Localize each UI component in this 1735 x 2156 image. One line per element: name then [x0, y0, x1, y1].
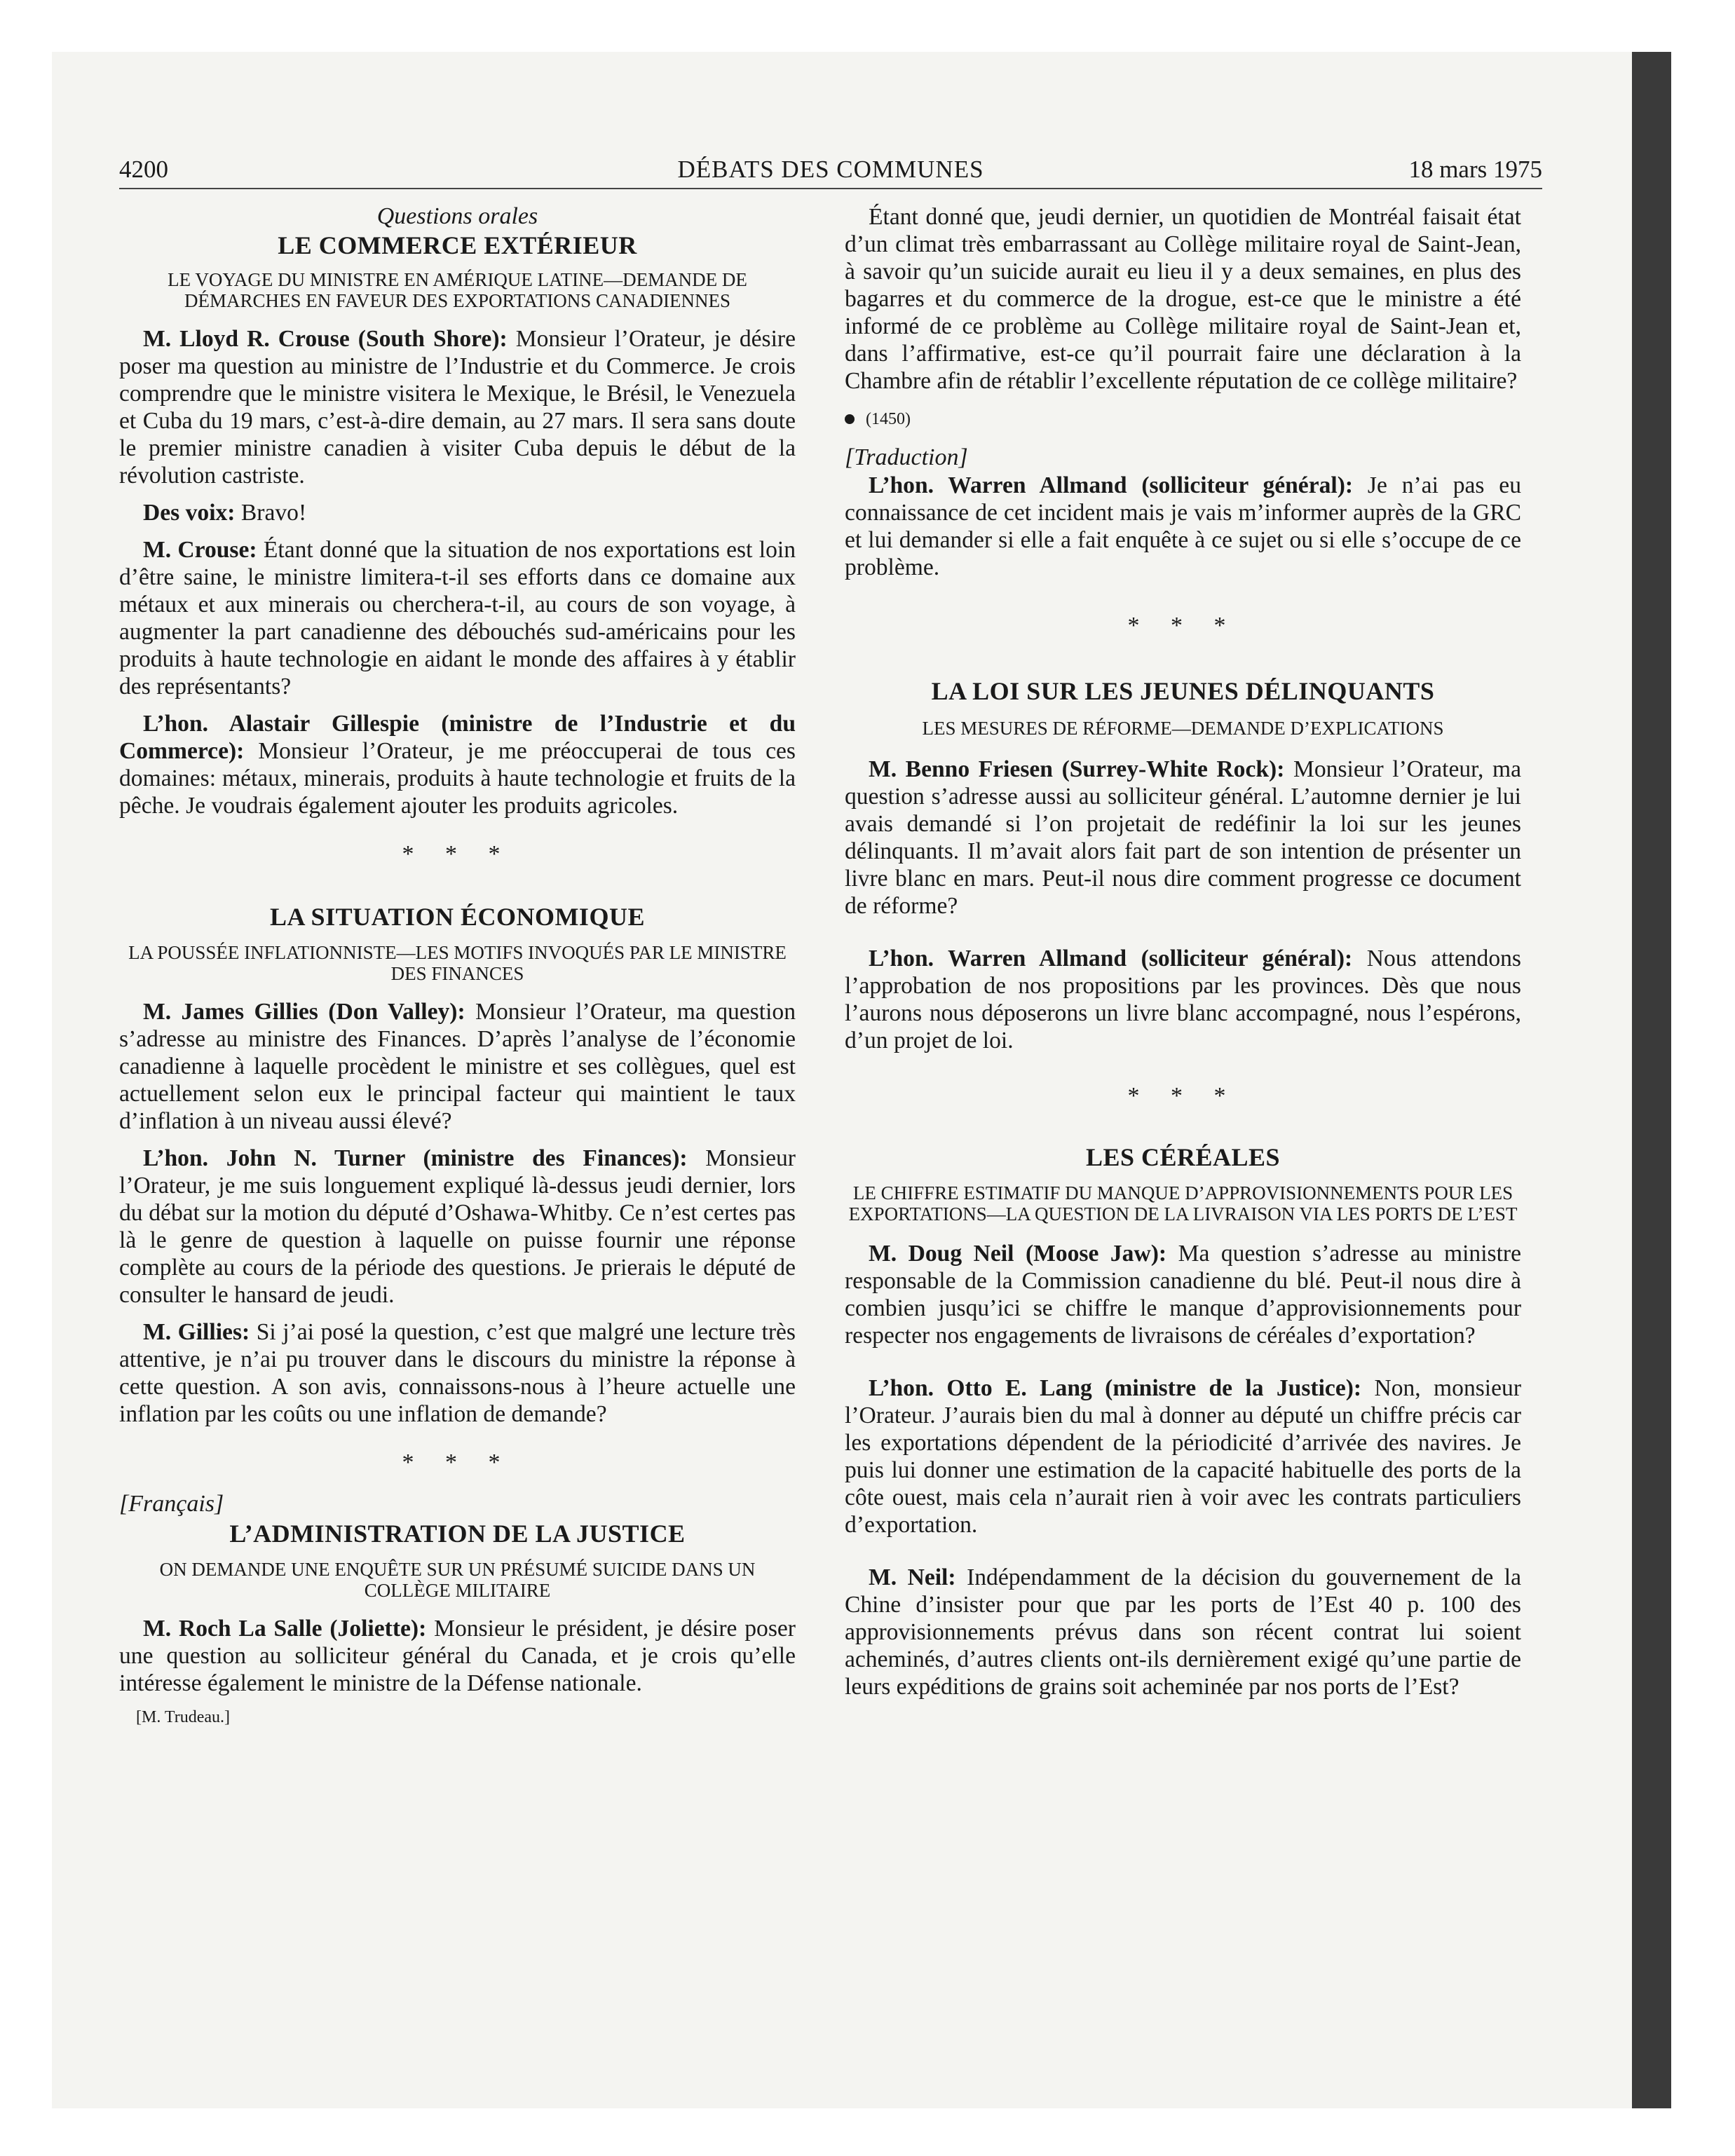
section-title: LES CÉRÉALES: [1085, 1143, 1281, 1171]
section-separator: * * *: [402, 841, 513, 867]
speaker: L’hon. Warren Allmand (solliciteur général):: [869, 946, 1353, 971]
speech-text: Monsieur l’Orateur, je désire poser ma question au ministre de l’Industrie et du Commerce. Je crois comprendre que le ministre visitera le Mexique, le Brésil, le Venezuela et Cuba du 19 mars, c’est-à-dire demain, au 27 mars. Il sera sans doute le premier ministre canadien à visiter Cuba depuis le début de la révolution castriste.: [119, 326, 796, 489]
speaker: M. Crouse:: [143, 537, 257, 563]
speaker: M. Lloyd R. Crouse (South Shore):: [143, 326, 508, 352]
speech-text: Étant donné que, jeudi dernier, un quotidien de Montréal faisait état d’un climat très embarrassant au Collège militaire royal de Saint-Jean, à savoir qu’un suicide aurait eu lieu il y a deux semaines, en plus des bagarres et du commerce de la drogue, est-ce que le ministre a été informé de ce problème au Collège militaire royal de Saint-Jean et, dans l’affirmative, est-ce qu’il pourrait faire une déclaration à la Chambre afin de rétablir l’excellente réputation de ce collège militaire?: [845, 204, 1521, 394]
right-column: [845, 203, 1521, 1700]
speaker: M. Benno Friesen (Surrey-White Rock):: [869, 756, 1285, 782]
paragraph: [119, 1615, 796, 1697]
speech-text: Monsieur l’Orateur, je me suis longuement expliqué là-dessus jeudi dernier, lors du débat sur la motion du député d’Oshawa-Whitby. Ce n’est certes pas là le genre de question à laquelle on puisse fournir une réponse complète au cours de la période des questions. Je prierais le député de consulter le hansard de jeudi.: [119, 1145, 796, 1308]
section-separator: * * *: [1127, 1083, 1239, 1109]
page-footer-note: [M. Trudeau.]: [136, 1708, 231, 1726]
speech-text: Monsieur l’Orateur, ma question s’adresse au ministre des Finances. D’après l’analyse de l’économie canadienne à laquelle procèdent le ministre et ses collègues, quel est actuellement selon eux le principal facteur qui maintient le taux d’inflation à un niveau aussi élevé?: [119, 999, 796, 1134]
speech-text: Bravo!: [235, 500, 307, 526]
section-subtitle: LE CHIFFRE ESTIMATIF DU MANQUE D’APPROVISIONNEMENTS POUR LES EXPORTATIONS—LA QUESTION DE LA LIVRAISON VIA LES PORTS DE L’EST: [848, 1182, 1518, 1224]
paragraph: [119, 499, 796, 526]
bullet-icon: [845, 414, 855, 424]
speech-text: Monsieur le président, je désire poser une question au solliciteur général du Canada, et je crois qu’elle intéresse également le ministre de la Défense nationale.: [119, 1616, 796, 1696]
paragraph: [845, 1240, 1521, 1349]
section-subtitle: LES MESURES DE RÉFORME—DEMANDE D’EXPLICATIONS: [922, 718, 1444, 739]
speech-text: Monsieur l’Orateur, ma question s’adresse aussi au solliciteur général. L’automne dernier je lui avais demandé si l’on projetait de redéfinir la loi sur les jeunes délinquants. Il m’avait alors fait part de son intention de présenter un livre blanc en mars. Peut-il nous dire comment progresse ce document de réforme?: [845, 756, 1522, 919]
paragraph: [845, 472, 1521, 581]
speaker: M. Gillies:: [143, 1319, 250, 1345]
speech-text: Étant donné que la situation de nos exportations est loin d’être saine, le ministre limitera-t-il ses efforts dans ce domaine aux métaux et aux minerais ou cherchera-t-il, au cours de son voyage, à augmenter la part canadienne des débouchés sud-américains pour les produits à haute technologie en aidant le monde des affaires à y établir des représentants?: [119, 537, 796, 700]
left-column: [119, 203, 796, 1728]
running-header: [119, 153, 1542, 189]
time-label: (1450): [866, 410, 911, 428]
scan-edge-shadow: [1632, 52, 1671, 2108]
speaker: M. Neil:: [869, 1564, 956, 1590]
speech-text: Monsieur l’Orateur, je me préoccuperai de tous ces domaines: métaux, minerais, produits à haute technologie et fruits de la pêche. Je voudrais également ajouter les produits agricoles.: [119, 738, 796, 819]
section-subtitle: LA POUSSÉE INFLATIONNISTE—LES MOTIFS INVOQUÉS PAR LE MINISTRE DES FINANCES: [128, 942, 787, 984]
speech-text: Indépendamment de la décision du gouvernement de la Chine d’insister pour que par les ports de l’Est 40 p. 100 des approvisionnements prévus dans son récent contrat lui soient acheminés, d’autres clients ont-ils dernièrement exigé qu’une partie de leurs expéditions de grains soit acheminée par nos ports de l’Est?: [845, 1564, 1521, 1700]
speaker: L’hon. Warren Allmand (solliciteur général):: [869, 472, 1354, 498]
section-title: LE COMMERCE EXTÉRIEUR: [278, 231, 637, 259]
paragraph: [119, 998, 796, 1135]
language-marker: [Traduction]: [845, 444, 968, 470]
speech-text: Ma question s’adresse au ministre responsable de la Commission canadienne du blé. Peut-il nous dire à combien jusqu’ici se chiffre le manque d’approvisionnements pour respecter nos engagements de livraisons de céréales d’exportation?: [845, 1241, 1521, 1349]
speech-text: Je n’ai pas eu connaissance de cet incident mais je vais m’informer auprès de la GRC et lui demander si elle a fait enquête à ce sujet ou si elle s’occupe de ce problème.: [845, 472, 1521, 580]
paragraph: [119, 536, 796, 700]
paragraph: [119, 710, 796, 819]
speaker: M. Roch La Salle (Joliette):: [143, 1616, 427, 1642]
paragraph: [119, 325, 796, 489]
section-category: Questions orales: [376, 203, 538, 229]
speaker: M. Doug Neil (Moose Jaw):: [869, 1241, 1167, 1267]
paragraph: [845, 203, 1521, 395]
section-separator: * * *: [402, 1449, 513, 1475]
speaker: Des voix:: [143, 500, 236, 526]
speaker: L’hon. Otto E. Lang (ministre de la Justice):: [869, 1375, 1362, 1401]
section-title: LA LOI SUR LES JEUNES DÉLINQUANTS: [931, 677, 1435, 705]
speech-text: Non, monsieur l’Orateur. J’aurais bien du mal à donner au député un chiffre précis car les exportations dépendent de la périodicité d’arrivée des navires. Je puis lui donner une estimation de la capacité habituelle des ports de la côte ouest, mais cela n’aurait rien à voir avec les contrats particuliers d’exportation.: [845, 1375, 1521, 1538]
paragraph: [845, 1564, 1521, 1700]
paragraph: [845, 945, 1521, 1054]
time-stamp: [845, 409, 1521, 430]
section-title: LA SITUATION ÉCONOMIQUE: [270, 903, 645, 931]
section-separator: * * *: [1127, 613, 1239, 639]
paragraph: [119, 1318, 796, 1428]
paragraph: [845, 756, 1521, 920]
paragraph: [119, 1145, 796, 1309]
journal-title: DÉBATS DES COMMUNES: [677, 156, 984, 183]
speaker: L’hon. John N. Turner (ministre des Finances):: [143, 1145, 688, 1171]
issue-date: 18 mars 1975: [1408, 156, 1542, 183]
paragraph: [845, 1374, 1521, 1538]
section-subtitle: ON DEMANDE UNE ENQUÊTE SUR UN PRÉSUMÉ SUICIDE DANS UN COLLÈGE MILITAIRE: [159, 1559, 756, 1601]
speech-text: Si j’ai posé la question, c’est que malgré une lecture très attentive, je n’ai pu trouver dans le discours du ministre la réponse à cette question. A son avis, connaissons-nous à l’heure actuelle une inflation par les coûts ou une inflation de demande?: [119, 1319, 796, 1427]
section-subtitle: LE VOYAGE DU MINISTRE EN AMÉRIQUE LATINE—DEMANDE DE DÉMARCHES EN FAVEUR DES EXPORTATIONS CANADIENNES: [168, 269, 747, 311]
language-marker: [Français]: [119, 1491, 224, 1517]
speech-text: Nous attendons l’approbation de nos propositions par les provinces. Dès que nous l’aurons nous déposerons un livre blanc accompagné, nous l’espérons, d’un projet de loi.: [845, 946, 1521, 1053]
speaker: M. James Gillies (Don Valley):: [143, 999, 465, 1025]
section-title: L’ADMINISTRATION DE LA JUSTICE: [229, 1520, 686, 1548]
speaker: L’hon. Alastair Gillespie (ministre de l’Industrie et du Commerce):: [119, 711, 796, 764]
page-number: 4200: [119, 156, 168, 183]
